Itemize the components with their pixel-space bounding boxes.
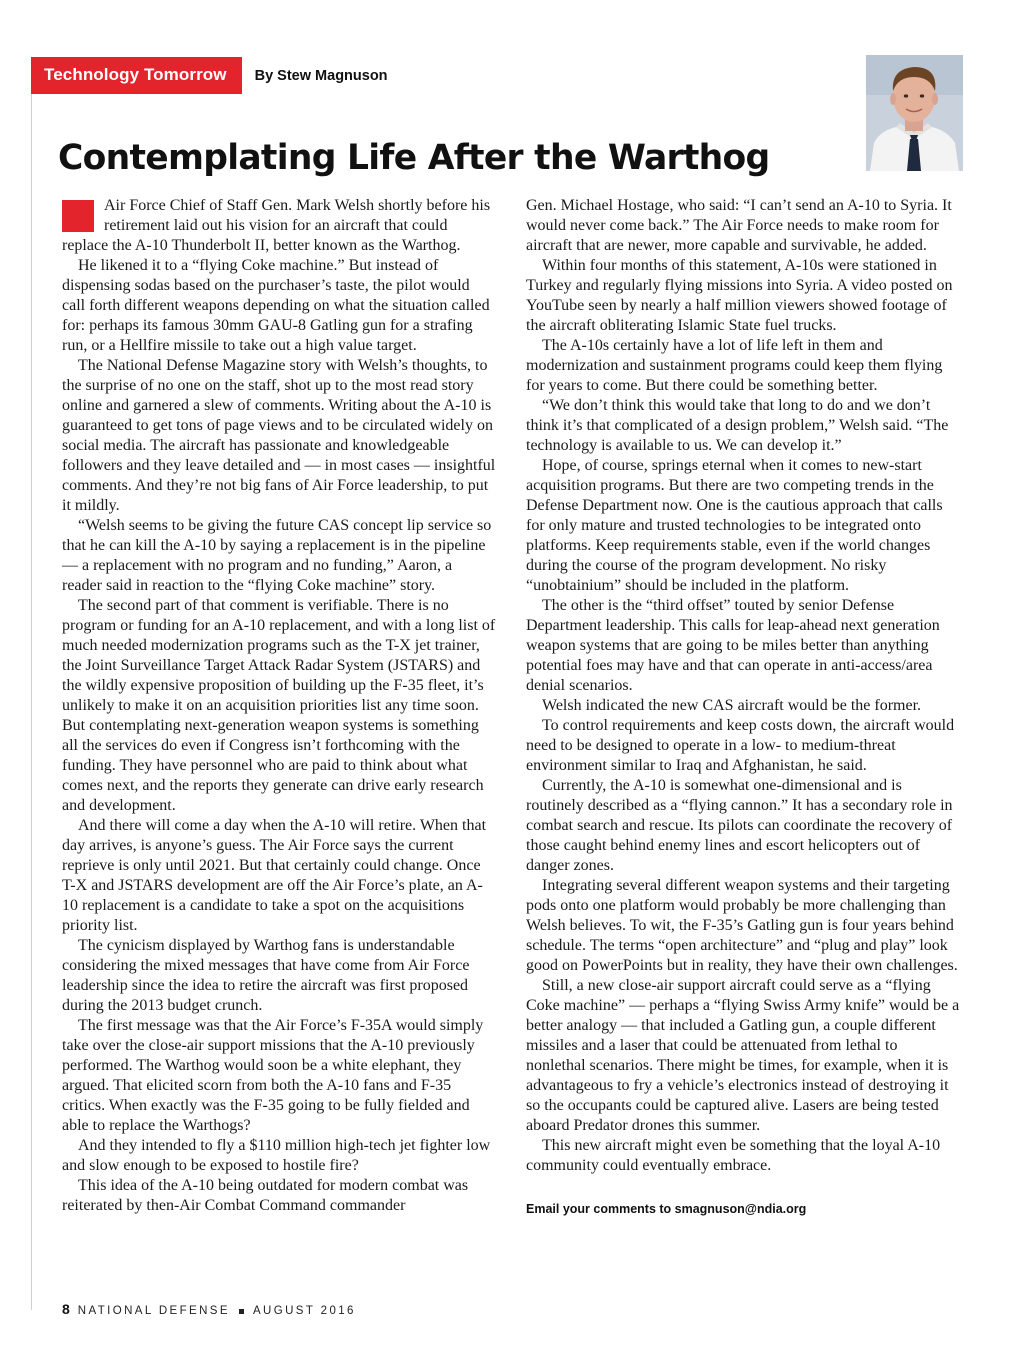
- email-signoff[interactable]: Email your comments to smagnuson@ndia.org: [526, 1202, 807, 1216]
- paragraph: The National Defense Magazine story with Welsh’s thoughts, to the surprise of no one on the staff, shot up to the most read story online and garnered a slew of comments. Writing about the A-10 is guaranteed to get tons of page views and to be circulated widely on social media. The aircraft has passionate and knowledgeable followers and they leave detailed and — in most cases — insightful comments. And they’re not big fans of Air Force leadership, to put it mildly.: [62, 357, 496, 514]
- paragraph: “We don’t think this would take that long to do and we don’t think it’s that complicated of a design problem,” Welsh said. “The technology is available to us. We can develop it.”: [526, 397, 949, 454]
- paragraph: Integrating several different weapon systems and their targeting pods onto one platform would probably be more challenging than Welsh believes. To wit, the F-35’s Gatling gun is four years behind schedule. The terms “open architecture” and “plug and play” look good on PowerPoints but in reality, they have their own challenges.: [526, 877, 958, 974]
- paragraph: And there will come a day when the A-10 will retire. When that day arrives, is anyone’s guess. The Air Force says the current reprieve is only until 2021. But that certainly could change. Once T-X and JSTARS development are off the Air Force’s plate, an A-10 replacement is a candidate to take a spot on the acquisitions priority list.: [62, 817, 487, 934]
- byline: By Stew Magnuson: [254, 67, 388, 84]
- page-number: 8: [62, 1301, 70, 1317]
- paragraph: To control requirements and keep costs down, the aircraft would need to be designed to operate in a low- to medium-threat environment similar to Iraq and Afghanistan, he said.: [526, 717, 955, 774]
- paragraph: The cynicism displayed by Warthog fans is understandable considering the mixed messages that have come from Air Force leadership since the idea to retire the aircraft was first proposed during the 2013 budget crunch.: [62, 937, 470, 1014]
- section-tag: Technology Tomorrow: [31, 57, 242, 94]
- paragraph: Hope, of course, springs eternal when it comes to new-start acquisition programs. But there are two competing trends in the Defense Department now. One is the cautious approach that calls for only mature and trusted technologies to be integrated onto platforms. Keep requirements stable, even if the world changes during the course of the program development. No risky “unobtainium” should be included in the platform.: [526, 457, 943, 594]
- paragraph: The A-10s certainly have a lot of life left in them and modernization and sustainment programs could keep them flying for years to come. But there could be something better.: [526, 337, 943, 394]
- paragraph: Gen. Michael Hostage, who said: “I can’t send an A-10 to Syria. It would never come back.” The Air Force needs to make room for aircraft that are newer, more capable and survivable, he added.: [526, 197, 952, 254]
- drop-cap-square-icon: [62, 200, 94, 232]
- footer-separator-icon: [239, 1309, 244, 1314]
- article-column-left: [62, 196, 496, 1216]
- author-headshot: [866, 55, 963, 171]
- paragraph: Air Force Chief of Staff Gen. Mark Welsh shortly before his retirement laid out his vision for an aircraft that could replace the A-10 Thunderbolt II, better known as the Warthog.: [62, 197, 491, 254]
- paragraph: The first message was that the Air Force’s F-35A would simply take over the close-air support missions that the A-10 previously performed. The Warthog would soon be a white elephant, they argued. That elicited scorn from both the A-10 fans and F-35 critics. When exactly was the F-35 going to be fully fielded and able to replace the Warthogs?: [62, 1017, 484, 1134]
- paragraph: This idea of the A-10 being outdated for modern combat was reiterated by then-Air Combat Command commander: [62, 1177, 469, 1214]
- paragraph: Within four months of this statement, A-10s were stationed in Turkey and regularly flying missions into Syria. A video posted on YouTube seen by nearly a half million viewers showed footage of the aircraft obliterating Islamic State fuel trucks.: [526, 257, 953, 334]
- paragraph: Welsh indicated the new CAS aircraft would be the former.: [542, 697, 922, 714]
- paragraph: The other is the “third offset” touted by senior Defense Department leadership. This calls for leap-ahead next generation weapon systems that are going to be miles better than anything potential foes may have and that can operate in anti-access/area denial scenarios.: [526, 597, 940, 694]
- paragraph: He likened it to a “flying Coke machine.” But instead of dispensing sodas based on the purchaser’s taste, the pilot would call forth different weapons depending on what the situation called for: perhaps its famous 30mm GAU-8 Gatling gun for a strafing run, or a Hellfire missile to take out a high value target.: [62, 257, 490, 354]
- paragraph: “Welsh seems to be giving the future CAS concept lip service so that he can kill the A-10 by saying a replacement is in the pipeline — a replacement with no program and no funding,” Aaron, a reader said in reaction to the “flying Coke machine” story.: [62, 517, 492, 594]
- column-header: [31, 57, 388, 94]
- author-photo-icon: [866, 55, 963, 171]
- paragraph: And they intended to fly a $110 million high-tech jet fighter low and slow enough to be exposed to hostile fire?: [62, 1137, 491, 1174]
- article-column-right: [526, 196, 960, 1219]
- page-rule: [31, 60, 32, 1310]
- paragraph: Still, a new close-air support aircraft could serve as a “flying Coke machine” — perhaps a “flying Swiss Army knife” would be a better analogy — that included a Gatling gun, a couple different missiles and a laser that could be attenuated from lethal to nonlethal scenarios. There might be times, for example, when it is advantageous to fry a vehicle’s electronics instead of destroying it so the occupants could be captured alive. Lasers are being tested aboard Predator drones this summer.: [526, 977, 960, 1134]
- headline: Contemplating Life After the Warthog: [58, 138, 770, 178]
- paragraph: Currently, the A-10 is somewhat one-dimensional and is routinely described as a “flying cannon.” It has a secondary role in combat search and rescue. Its pilots can coordinate the recovery of those caught behind enemy lines and escort helicopters out of danger zones.: [526, 777, 953, 874]
- issue-date: AUGUST 2016: [252, 1305, 356, 1317]
- page-footer: [62, 1301, 356, 1317]
- paragraph: This new aircraft might even be something that the loyal A-10 community could eventually embrace.: [526, 1137, 941, 1174]
- paragraph: The second part of that comment is verifiable. There is no program or funding for an A-10 replacement, and with a long list of much needed modernization programs such as the T-X jet trainer, the Joint Surveillance Target Attack Radar System (JSTARS) and the wildly expensive proposition of building up the F-35 fleet, it’s unlikely to make it on an acquisition priorities list any time soon. But contemplating next-generation weapon systems is something all the services do even if Congress isn’t forthcoming with the funding. They have personnel who are paid to think about what comes next, and the reports they generate can drive early research and development.: [62, 597, 496, 814]
- publication-name: NATIONAL DEFENSE: [77, 1305, 230, 1317]
